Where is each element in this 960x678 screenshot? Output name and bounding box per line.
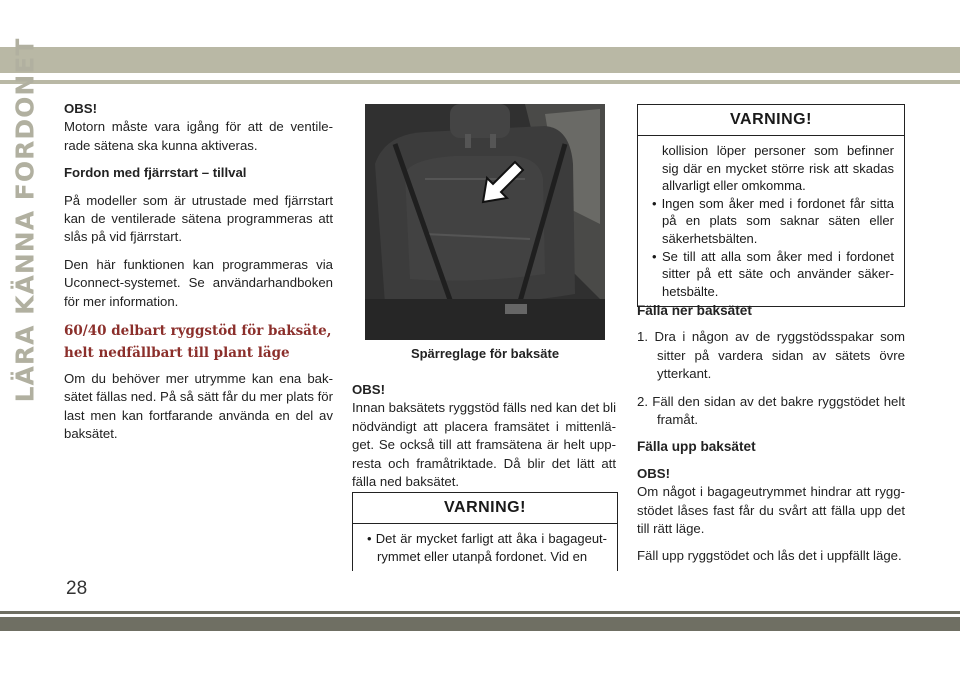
remote-start-heading: Fordon med fjärrstart – tillval bbox=[64, 165, 247, 181]
remote-start-paragraph-2: Den här funktionen kan programmeras via Uconnect-systemet. Se användarhandboken för mer information. bbox=[64, 256, 333, 309]
note-label: OBS! bbox=[64, 101, 97, 116]
warning-box-middle bbox=[352, 492, 618, 571]
section-heading-split-seat: 60/40 delbart ryggstöd för baksäte, helt nedfällbart till plant läge bbox=[64, 323, 332, 362]
final-instruction: Fäll upp ryggstödet och lås det i uppfällt läge. bbox=[637, 548, 902, 564]
page-number: 28 bbox=[66, 578, 88, 599]
note-label-right: OBS! bbox=[637, 465, 670, 481]
footer-rule bbox=[0, 611, 960, 614]
column-left bbox=[64, 100, 333, 453]
header-rule bbox=[0, 80, 960, 84]
column-middle bbox=[352, 381, 616, 500]
note-label-middle: OBS! bbox=[352, 382, 385, 397]
warning-body bbox=[353, 524, 617, 571]
warning-body-right bbox=[638, 136, 904, 306]
remote-start-paragraph-1: På modeller som är utrustade med fjärrstart kan de ventilerade sätena programmeras att slås på vid fjärrstart. bbox=[64, 192, 333, 245]
warning-bullet-3: • Se till att alla som åker med i fordonet sitter på ett säte och använder säkerhetsbälte. bbox=[652, 248, 894, 299]
image-caption: Spärreglage för baksäte bbox=[410, 346, 560, 361]
header-band bbox=[0, 47, 960, 73]
section-side-label bbox=[2, 37, 48, 403]
column-right bbox=[637, 302, 905, 575]
rear-seat-photo bbox=[365, 104, 605, 340]
warning-title: VARNING! bbox=[353, 493, 617, 524]
fold-up-heading: Fälla upp baksätet bbox=[637, 439, 756, 455]
split-seat-paragraph: Om du behöver mer utrymme kan ena baksätet fällas ned. På så sätt får du mer plats för last men kan fortfarande använda en del av baksätet. bbox=[64, 371, 334, 442]
side-label-text: LÄRA KÄNNA FORDONET bbox=[10, 37, 40, 403]
footer-band bbox=[0, 617, 960, 631]
rear-seat-illustration bbox=[365, 104, 605, 340]
warning-bullet: • Det är mycket farligt att åka i bagageutrymmet eller utanpå fordonet. Vid en bbox=[367, 531, 607, 564]
step-2: 2. Fäll den sidan av det bakre ryggstödet helt framåt. bbox=[637, 393, 905, 428]
warning-bullet-2: • Ingen som åker med i fordonet får sitta på en plats som saknar säten eller säkerhetsbälten. bbox=[652, 195, 894, 246]
note-text-right: Om något i bagageutrymmet hindrar att ryggstödet låses fast får du svårt att fälla upp det till rätt läge. bbox=[637, 484, 905, 537]
warning-title-right: VARNING! bbox=[638, 105, 904, 136]
warning-box-right bbox=[637, 104, 905, 307]
warning-continuation: kollision löper personer som befinner sig där en mycket större risk att skadas allvarligt eller omkomma. bbox=[662, 143, 894, 194]
note-text: Motorn måste vara igång för att de ventilerade sätena ska kunna aktiveras. bbox=[64, 119, 333, 153]
note-text-middle: Innan baksätets ryggstöd fälls ned kan det bli nödvändigt att placera framsätet i mittenläget. Se också till att framsätena är helt uppresta och framåtriktade. Då blir det lätt att fälla ned baksätet. bbox=[352, 400, 616, 490]
fold-down-heading: Fälla ner baksätet bbox=[637, 303, 752, 318]
step-1: 1. Dra i någon av de ryggstödsspakar som sitter på vardera sidan av sätets övre ytterkant. bbox=[637, 329, 905, 382]
